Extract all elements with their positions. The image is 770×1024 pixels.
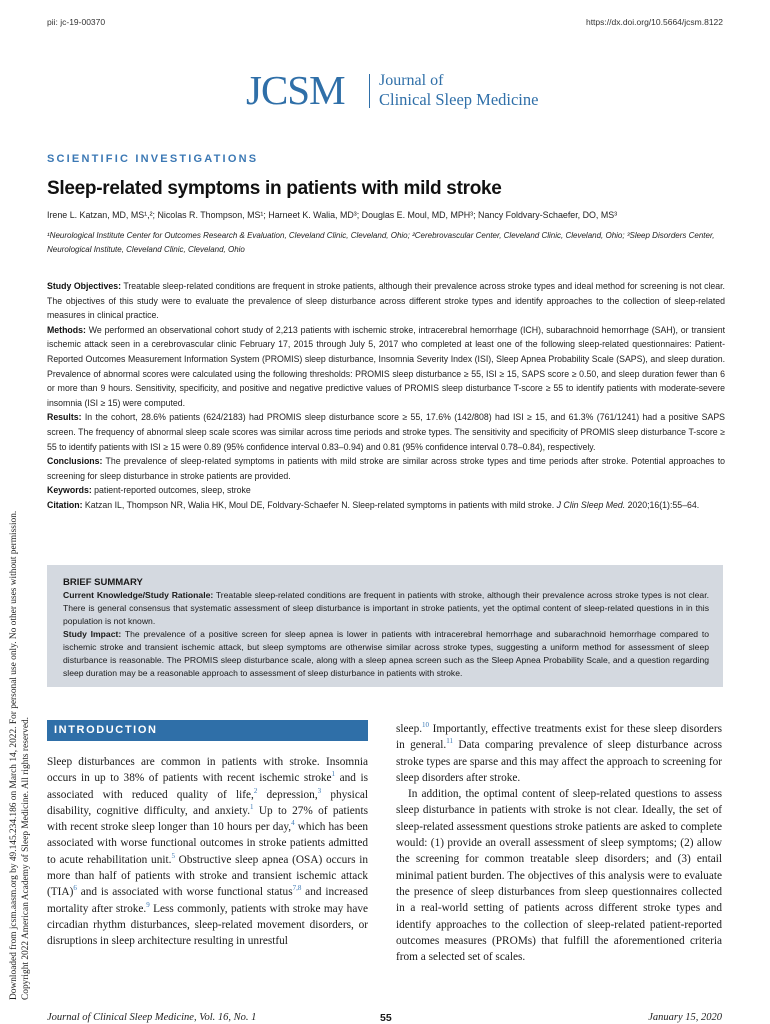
citation-label: Citation:	[47, 499, 83, 510]
introduction-heading-label: INTRODUCTION	[54, 724, 158, 736]
intro-paragraph-1-continued	[396, 721, 722, 786]
rationale-text: Treatable sleep-related conditions are frequent in patients with stroke, although their prevalence across stroke types is not clear. There is general consensus that systematic assessment of sleep disturbance is important in stroke patients, yet the optimal content of sleep-related questions in in this population is not known.	[63, 590, 709, 626]
reference-link[interactable]: 4	[291, 819, 295, 828]
reference-link[interactable]: 9	[146, 900, 150, 909]
reference-link[interactable]: 1	[250, 803, 254, 812]
text-run: Sleep disturbances are common in patients with stroke. Insomnia occurs in up to 38% of patients with recent ischemic stroke	[47, 756, 368, 785]
abstract	[47, 279, 725, 513]
citation-tail: 2020;16(1):55–64.	[625, 499, 700, 510]
objectives-label: Study Objectives:	[47, 281, 121, 291]
logo-acronym: JCSM	[246, 67, 345, 113]
reference-link[interactable]: 3	[317, 786, 322, 795]
text-run: which has been associated with worse functional outcomes in stroke patients admitted to acute rehabilitation unit.	[47, 821, 368, 866]
impact-text: The prevalence of a positive screen for sleep apnea is lower in patients with intracerebral hemorrhage and subarachnoid hemorrhage compared to ischemic stroke and transient ischemic attack, but sleep symptoms are otherwise similar across stroke types, suggesting a uniform method for assessment of sleep disturbance is reasonable. The PROMIS sleep disturbance scale, along with a sleep apnea screen such as the Sleep Apnea Probability Scale, and a question regarding sleep duration may be a reasonable approach to assessment of sleep disturbance in patients with stroke.	[63, 629, 709, 678]
body-column-left	[47, 754, 368, 950]
abstract-methods	[47, 323, 725, 411]
results-label: Results:	[47, 412, 82, 423]
footer-journal: Journal of Clinical Sleep Medicine, Vol. 16, No. 1	[47, 1012, 257, 1023]
methods-text: We performed an observational cohort study of 2,213 patients with ischemic stroke, intracerebral hemorrhage (ICH), subarachnoid hemorrhage (SAH), or transient ischemic attack seen in a cerebrovascular clinic February 17, 2015 through July 5, 2017 who completed at least one of the following sleep-related questionnaires: Patient-Reported Outcomes Measurement Information System (PROMIS) sleep disturbance, Insomnia Severity Index (ISI), Sleep Apnea Probability Scale (SAPS), and sleep duration. Prevalence of abnormal scores were calculated using the following thresholds: PROMIS sleep disturbance ≥ 55, ISI ≥ 15, SAPS score ≥ 0.50, and sleep duration fewer than 6 or more than 9 hours. Sensitivity, specificity, and positive and negative predictive values of PROMIS sleep disturbance T-score ≥ 55 to identify patients with moderate-severe insomnia (ISI ≥ 15) were computed.	[47, 324, 725, 408]
abstract-conclusions	[47, 454, 725, 483]
reference-link[interactable]: 5	[171, 852, 175, 861]
reference-link[interactable]: 1	[331, 770, 336, 779]
rationale-label: Current Knowledge/Study Rationale:	[63, 590, 214, 600]
download-notice-line-1: Downloaded from jcsm.aasm.org by 49.145.234.186 on March 14, 2022. For personal use only. No other uses without permission.	[9, 510, 19, 1000]
brief-summary-impact	[63, 628, 709, 680]
text-run: Obstructive sleep apnea (OSA) occurs in more than half of patients with stroke and transient ischemic attack (TIA)	[47, 853, 368, 899]
reference-link[interactable]: 6	[73, 884, 77, 893]
text-run: and increased mortality after stroke.	[47, 886, 368, 915]
text-run: Importantly, effective treatments exist for these sleep disorders in general.	[396, 723, 722, 752]
doi-link[interactable]: https://dx.doi.org/10.5664/jcsm.8122	[585, 17, 723, 27]
article-title: Sleep-related symptoms in patients with mild stroke	[47, 178, 502, 199]
conclusions-label: Conclusions:	[47, 456, 103, 467]
reference-link[interactable]: 11	[446, 737, 453, 746]
brief-summary-rationale	[63, 589, 709, 628]
text-run: and is associated with worse functional status	[76, 886, 293, 899]
text-run: and is associated with reduced quality of life,	[47, 772, 368, 801]
abstract-objectives	[47, 279, 725, 323]
citation-text: Katzan IL, Thompson NR, Walia HK, Moul DE, Foldvary-Schaefer N. Sleep-related symptoms in patients with mild stroke.	[82, 499, 557, 510]
introduction-heading	[47, 720, 368, 741]
logo-line-2: Clinical Sleep Medicine	[379, 90, 539, 109]
keywords-label: Keywords:	[47, 485, 92, 496]
reference-link[interactable]: 2	[253, 786, 258, 795]
section-label: SCIENTIFIC INVESTIGATIONS	[47, 153, 259, 165]
text-run: physical disability, cognitive difficulty, and anxiety.	[47, 788, 368, 817]
logo-divider	[369, 74, 370, 108]
impact-label: Study Impact:	[63, 629, 122, 639]
text-run: depression,	[257, 788, 318, 801]
reference-link[interactable]: 7,8	[292, 884, 302, 893]
intro-paragraph-1	[47, 754, 368, 950]
text-run: Less commonly, patients with stroke may have circadian rhythm disturbances, sleep-related movement disorders, or disruptions in sleep architecture resulting in unrestful	[47, 902, 369, 948]
brief-summary-title: BRIEF SUMMARY	[63, 577, 143, 588]
abstract-citation	[47, 498, 725, 513]
article-pii: pii: jc-19-00370	[47, 17, 106, 27]
keywords-text: patient-reported outcomes, sleep, stroke	[91, 485, 251, 496]
results-text: In the cohort, 28.6% patients (624/2183) had PROMIS sleep disturbance score ≥ 55, 17.6% (142/808) had ISI ≥ 15, and 61.3% (761/1241) had a positive SAPS screen. The frequency of abnormal sleep scale scores was similar across time periods and stroke types. The sensitivity and specificity of PROMIS sleep disturbance T-score ≥ 55 to identify patients with ISI ≥ 15 were 0.89 (95% confidence interval 0.83–0.94) and 0.81 (95% confidence interval 0.78–0.84), respectively.	[47, 412, 725, 452]
body-column-right	[396, 721, 722, 965]
abstract-keywords	[47, 483, 725, 498]
page-number: 55	[380, 1012, 392, 1024]
conclusions-text: The prevalence of sleep-related symptoms in patients with mild stroke are similar across stroke types and time periods after stroke. Potential approaches to screening for sleep disturbance in stroke patients are provided.	[47, 456, 725, 481]
abstract-results	[47, 410, 725, 454]
citation-journal: J Clin Sleep Med.	[556, 499, 626, 510]
objectives-text: Treatable sleep-related conditions are frequent in stroke patients, although their prevalence across stroke types and ideal method for screening is not clear. The objectives of this study were to evaluate the prevalence of sleep disturbance across different stroke types and identify approaches to the collection of sleep-related measures in clinical practice.	[47, 281, 725, 321]
affiliations: ¹Neurological Institute Center for Outcomes Research & Evaluation, Cleveland Clinic, Cleveland, Ohio; ²Cerebrovascular Center, Cleveland Clinic, Cleveland, Ohio; ³Sleep Disorders Center, Neurological Institute, Cleveland Clinic, Cleveland, Ohio	[47, 231, 715, 254]
text-run: Data comparing prevalence of sleep disturbance across stroke types are sparse and this may affect the approach to screening for sleep disorders after stroke.	[396, 739, 722, 784]
download-notice	[8, 380, 32, 1000]
download-notice-line-2: Copyright 2022 American Academy of Sleep Medicine. All rights reserved.	[21, 716, 31, 1000]
journal-logo	[246, 68, 546, 112]
text-run: Up to 27% of patients with recent stroke sleep longer than 10 hours per day,	[47, 804, 368, 834]
footer-date: January 15, 2020	[648, 1012, 722, 1023]
methods-label: Methods:	[47, 324, 86, 335]
reference-link[interactable]: 10	[422, 721, 430, 730]
logo-line-1: Journal of	[379, 72, 444, 89]
brief-summary-box	[47, 565, 723, 687]
author-list: Irene L. Katzan, MD, MS¹,²; Nicolas R. Thompson, MS¹; Harneet K. Walia, MD³; Douglas E. Moul, MD, MPH³; Nancy Foldvary-Schaefer, DO, MS³	[47, 210, 618, 220]
text-run: sleep.	[396, 723, 423, 735]
intro-paragraph-2: In addition, the optimal content of sleep-related questions to assess sleep disturbance in patients with stroke is not clear. Ideally, the set of sleep-related assessment questions stroke patients are asked to complete would: (1) provide an overall assessment of sleep symptoms; (2) allow the screening for common treatable sleep disorders; and (3) entail minimal patient burden. The objectives of this analysis were to evaluate the presence of sleep disturbances from sleep questionnaires collected in a real-world setting of patients across different stroke types and identify approaches to the collection of sleep-related patient-reported outcomes measures (PROMs) that fulfill the aforementioned criteria from a selected set of scales.	[396, 788, 722, 964]
